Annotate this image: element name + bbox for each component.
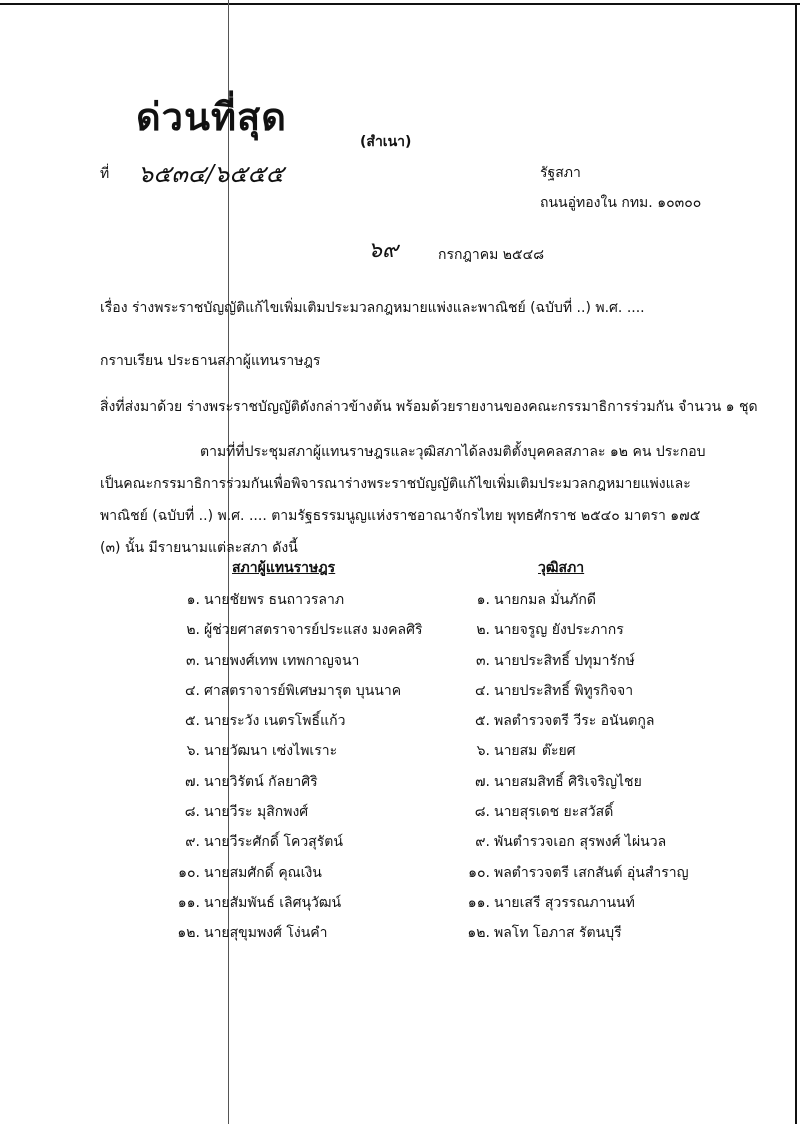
member-number: ๓. — [185, 652, 200, 669]
list-item — [154, 706, 423, 736]
list-item — [154, 797, 423, 827]
urgent-stamp: ด่วนที่สุด — [136, 95, 287, 139]
doc-number: ๖๕๓๔/๖๕๕๕ — [138, 160, 284, 188]
doc-number-label: ที่ — [100, 166, 110, 182]
member-number: ๘. — [184, 804, 200, 821]
member-name: นายสมสิทธิ์ ศิริเจริญไชย — [494, 773, 642, 790]
member-number: ๑๒. — [467, 925, 490, 942]
member-number: ๒. — [186, 622, 200, 639]
list-item — [154, 858, 423, 888]
member-name: นายจรูญ ยังประภากร — [494, 622, 624, 639]
page-border-right — [795, 3, 797, 1124]
list-item — [154, 646, 423, 676]
member-number: ๖. — [476, 743, 490, 760]
member-name: นายสัมพันธ์ เลิศนุวัฒน์ — [204, 894, 342, 911]
member-name: พลตำรวจตรี วีระ อนันตกูล — [494, 713, 655, 730]
list-item — [154, 585, 423, 615]
enclosure-line: สิ่งที่ส่งมาด้วย ร่างพระราชบัญญัติดังกล่าวข้างต้น พร้อมด้วยรายงานของคณะกรรมาธิการร่วมกัน จำนวน ๑ ชุด — [100, 399, 758, 415]
member-name: นายชัยพร ธนถาวรลาภ — [204, 592, 345, 608]
member-number: ๑๑. — [467, 894, 490, 911]
list-item — [154, 888, 423, 918]
member-name: นายสมศักดิ์ คุณเงิน — [204, 864, 322, 881]
member-name: พลตำรวจตรี เสกสันต์ อุ่นสำราญ — [494, 864, 689, 881]
member-name: พลโท โอภาส รัตนบุรี — [494, 925, 622, 942]
list-item — [444, 615, 689, 645]
organization-address: ถนนอู่ทองใน กทม. ๑๐๓๐๐ — [540, 195, 702, 211]
member-name: นายสม ต๊ะยศ — [494, 743, 576, 760]
member-name: นายพงศ์เทพ เทพกาญจนา — [204, 652, 360, 669]
subject-line: เรื่อง ร่างพระราชบัญญัติแก้ไขเพิ่มเติมประมวลกฎหมายแพ่งและพาณิชย์ (ฉบับที่ ..) พ.ศ. .... — [100, 300, 645, 316]
member-name: ผู้ช่วยศาสตราจารย์ประแสง มงคลศิริ — [204, 622, 423, 639]
senate-member-list — [444, 585, 689, 949]
list-item — [444, 888, 689, 918]
senate-heading: วุฒิสภา — [538, 560, 585, 576]
member-number: ๑๒. — [177, 925, 200, 942]
member-name: นายสุขุมพงศ์ โง่นคำ — [204, 925, 328, 942]
member-number: ๗. — [475, 773, 490, 790]
member-number: ๘. — [474, 804, 490, 821]
member-name: นายวิรัตน์ กัลยาศิริ — [204, 773, 318, 790]
list-item — [154, 736, 423, 766]
member-name: นายประสิทธิ์ พิทูรกิจจา — [494, 682, 634, 699]
member-number: ๙. — [185, 834, 200, 851]
member-number: ๕. — [184, 713, 200, 730]
list-item — [154, 918, 423, 948]
house-member-list — [154, 585, 423, 949]
member-number: ๑๐. — [178, 864, 200, 881]
page-border-top — [0, 3, 800, 5]
member-number: ๗. — [185, 773, 200, 790]
list-item — [154, 676, 423, 706]
body-paragraph — [100, 436, 720, 564]
date-month-year: กรกฎาคม ๒๕๔๘ — [438, 247, 544, 263]
member-name: นายวีระศักดิ์ โควสุรัตน์ — [204, 834, 343, 851]
member-name: ศาสตราจารย์พิเศษมารุต บุนนาค — [204, 682, 402, 699]
list-item — [444, 827, 689, 857]
member-number: ๔. — [474, 682, 490, 699]
list-item — [444, 858, 689, 888]
member-name: นายเสรี สุวรรณภานนท์ — [494, 894, 635, 911]
list-item — [154, 615, 423, 645]
member-name: นายวีระ มุสิกพงศ์ — [204, 804, 309, 821]
member-number: ๙. — [475, 834, 490, 851]
member-name: พันตำรวจเอก สุรพงศ์ ไผ่นวล — [494, 834, 667, 851]
member-name: นายวัฒนา เซ่งไพเราะ — [204, 743, 338, 760]
list-item — [444, 676, 689, 706]
list-item — [154, 767, 423, 797]
member-name: นายระวัง เนตรโพธิ์แก้ว — [204, 713, 346, 730]
list-item — [154, 827, 423, 857]
date-day-handwritten: ๖๙ — [368, 238, 399, 263]
body-paragraph-text: ตามที่ที่ประชุมสภาผู้แทนราษฎรและวุฒิสภาได้ลงมติตั้งบุคคลสภาละ ๑๒ คน ประกอบเป็นคณะกรรมาธิการร่วมกันเพื่อพิจารณาร่างพระราชบัญญัติแก้ไขเพิ่มเติมประมวลกฎหมายแพ่งและพาณิชย์ (ฉบับที่ ..) พ.ศ. .... ตามรัฐธรรมนูญแห่งราชอาณาจักรไทย พุทธศักราช ๒๕๔๐ มาตรา ๑๗๕ (๓) นั้น มีรายนามแต่ละสภา ดังนี้ — [100, 444, 706, 556]
list-item — [444, 646, 689, 676]
member-number: ๑. — [476, 592, 490, 608]
member-number: ๖. — [186, 743, 200, 760]
organization-name: รัฐสภา — [540, 165, 581, 181]
member-name: นายประสิทธิ์ ปทุมารักษ์ — [494, 652, 635, 669]
member-name: นายสุรเดช ยะสวัสดิ์ — [494, 804, 614, 821]
copy-label: (สำเนา) — [360, 134, 412, 150]
salutation-line: กราบเรียน ประธานสภาผู้แทนราษฎร — [100, 353, 321, 369]
member-number: ๓. — [475, 652, 490, 669]
list-item — [444, 706, 689, 736]
member-number: ๑๐. — [468, 864, 490, 881]
list-item — [444, 767, 689, 797]
member-number: ๑. — [186, 592, 200, 608]
house-heading: สภาผู้แทนราษฎร — [232, 560, 336, 576]
list-item — [444, 797, 689, 827]
member-number: ๒. — [476, 622, 490, 639]
member-number: ๑๑. — [177, 894, 200, 911]
member-number: ๕. — [474, 713, 490, 730]
list-item — [444, 918, 689, 948]
list-item — [444, 736, 689, 766]
member-number: ๔. — [184, 682, 200, 699]
list-item — [444, 585, 689, 615]
member-name: นายกมล มั่นภักดี — [494, 592, 596, 608]
